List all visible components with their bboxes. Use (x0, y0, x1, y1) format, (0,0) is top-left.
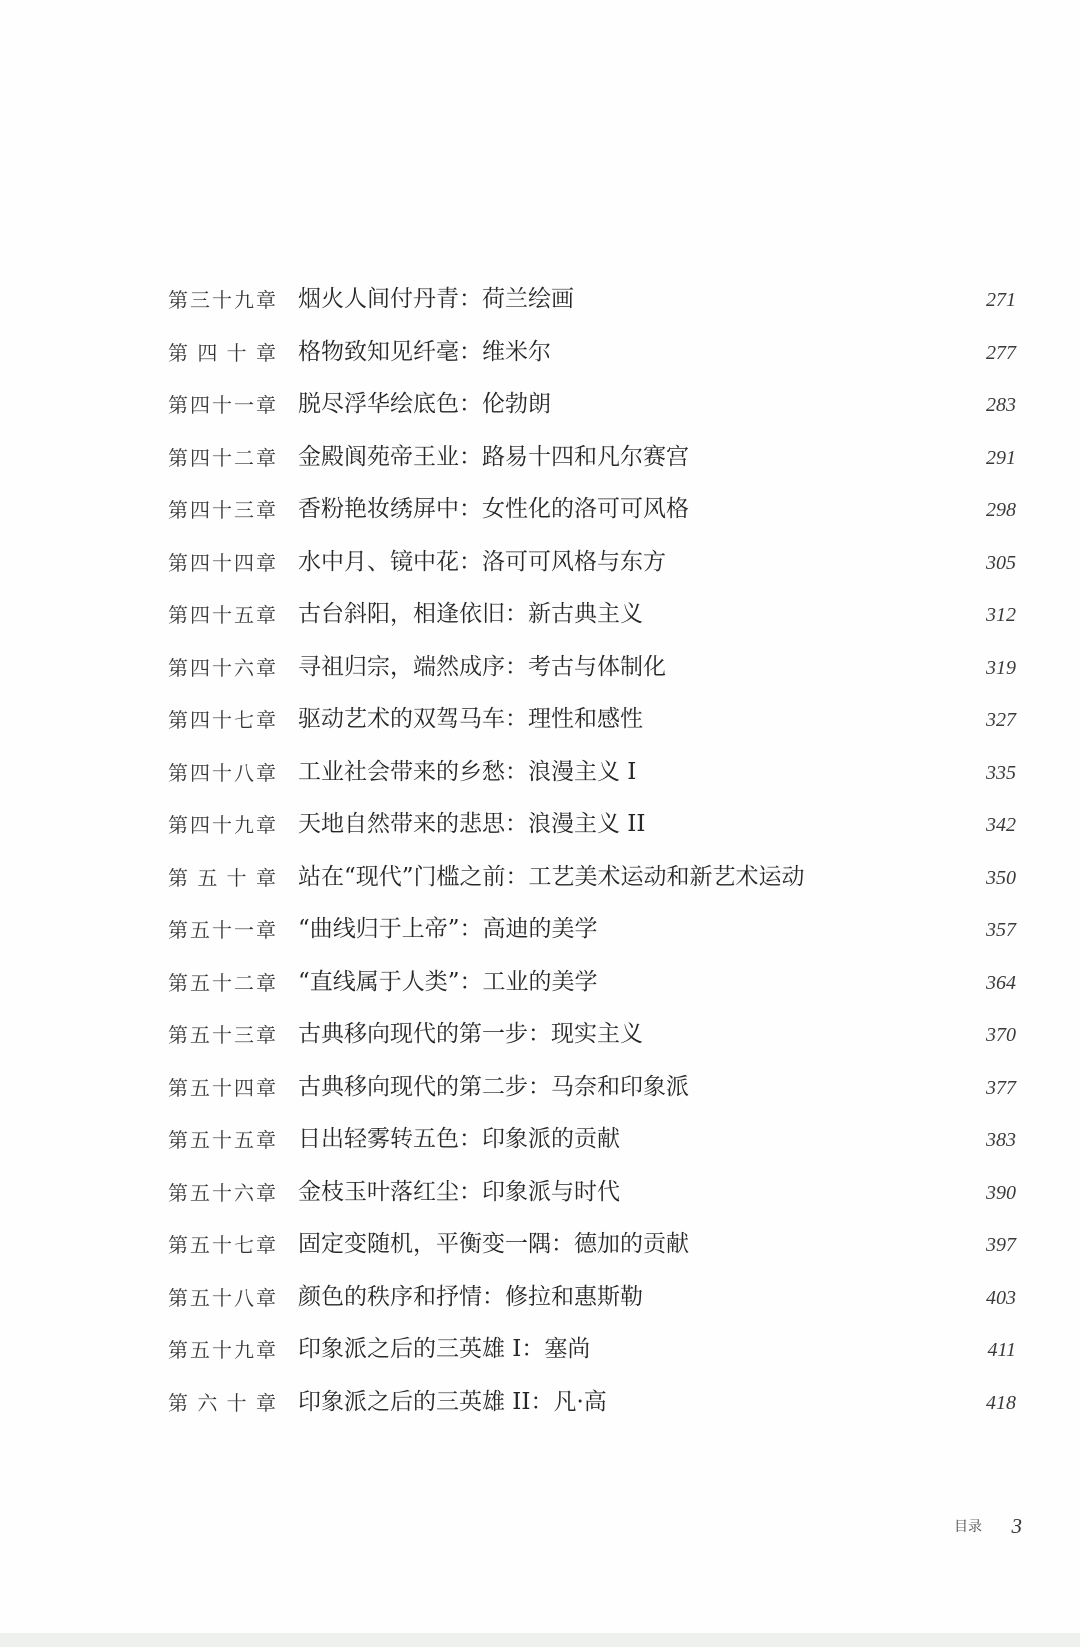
chapter-page-number: 312 (986, 604, 1016, 626)
chapter-title: 站在“现代”门槛之前：工艺美术运动和新艺术运动 (298, 863, 805, 890)
chapter-number: 第四十五章 (168, 603, 276, 627)
toc-entry (0, 1020, 1080, 1073)
chapter-page-number: 411 (987, 1339, 1016, 1361)
chapter-page-number: 357 (986, 919, 1016, 941)
chapter-number: 第五十六章 (168, 1180, 276, 1205)
toc-entry (0, 1283, 1080, 1336)
chapter-title: 天地自然带来的悲思：浪漫主义 II (298, 811, 646, 837)
chapter-page-number: 397 (986, 1234, 1016, 1256)
toc-entry (0, 758, 1080, 811)
chapter-page-number: 335 (986, 761, 1016, 784)
chapter-number: 第四十八章 (168, 760, 276, 785)
chapter-page-number: 418 (986, 1391, 1016, 1414)
chapter-number: 第三十九章 (168, 288, 276, 312)
toc-entry (0, 968, 1080, 1021)
toc-entry (0, 810, 1080, 863)
chapter-title: 烟火人间付丹青：荷兰绘画 (298, 286, 574, 312)
chapter-title: 工业社会带来的乡愁：浪漫主义 I (298, 758, 637, 785)
chapter-page-number: 271 (986, 289, 1016, 311)
chapter-page-number: 342 (986, 814, 1016, 836)
toc-entry (0, 1073, 1080, 1126)
chapter-number: 第五十四章 (168, 1075, 276, 1100)
toc-entry (0, 548, 1080, 601)
chapter-title: 金枝玉叶落红尘：印象派与时代 (298, 1178, 620, 1205)
chapter-page-number: 383 (986, 1129, 1016, 1151)
chapter-page-number: 291 (986, 446, 1016, 469)
toc-entry (0, 1388, 1080, 1441)
toc-entry (0, 285, 1080, 338)
footer-page-number: 3 (1011, 1514, 1022, 1538)
chapter-title: 驱动艺术的双驾马车：理性和感性 (298, 706, 643, 732)
chapter-number: 第五十五章 (168, 1128, 276, 1152)
chapter-page-number: 305 (986, 551, 1016, 574)
chapter-number: 第四十九章 (168, 813, 276, 837)
chapter-page-number: 350 (986, 866, 1016, 889)
chapter-page-number: 377 (986, 1076, 1016, 1099)
toc-entry (0, 495, 1080, 548)
scan-bottom-edge (0, 1633, 1080, 1647)
chapter-number: 第五十三章 (168, 1023, 276, 1047)
chapter-title: “曲线归于上帝”：高迪的美学 (298, 916, 598, 942)
toc-entry (0, 443, 1080, 496)
chapter-title: 香粉艳妆绣屏中：女性化的洛可可风格 (298, 496, 689, 522)
chapter-page-number: 319 (986, 656, 1016, 679)
chapter-title: 金殿阆苑帝王业：路易十四和凡尔赛宫 (298, 443, 689, 470)
chapter-page-number: 298 (986, 499, 1016, 521)
chapter-title: 印象派之后的三英雄 I：塞尚 (298, 1336, 591, 1362)
chapter-page-number: 283 (986, 394, 1016, 416)
chapter-number: 第六十章 (168, 1390, 276, 1415)
chapter-title: 日出轻雾转五色：印象派的贡献 (298, 1126, 620, 1152)
chapter-page-number: 327 (986, 709, 1016, 731)
chapter-page-number: 277 (986, 341, 1016, 364)
chapter-title: 印象派之后的三英雄 II：凡·高 (298, 1388, 607, 1415)
chapter-page-number: 370 (986, 1024, 1016, 1046)
chapter-number: 第四十一章 (168, 393, 276, 417)
chapter-title: 颜色的秩序和抒情：修拉和惠斯勒 (298, 1283, 643, 1310)
chapter-page-number: 403 (986, 1286, 1016, 1309)
chapter-title: 古典移向现代的第一步：现实主义 (298, 1021, 643, 1047)
chapter-number: 第四十三章 (168, 498, 276, 522)
toc-entry (0, 600, 1080, 653)
chapter-number: 第四十七章 (168, 708, 276, 732)
toc-entry (0, 1335, 1080, 1388)
chapter-number: 第五十八章 (168, 1285, 276, 1310)
chapter-title: “直线属于人类”：工业的美学 (298, 968, 598, 995)
chapter-number: 第四十四章 (168, 550, 276, 575)
toc-entry (0, 1178, 1080, 1231)
chapter-page-number: 390 (986, 1181, 1016, 1204)
toc-entry (0, 1230, 1080, 1283)
toc-entry (0, 338, 1080, 391)
chapter-title: 寻祖归宗，端然成序：考古与体制化 (298, 653, 666, 680)
chapter-title: 古典移向现代的第二步：马奈和印象派 (298, 1073, 689, 1100)
chapter-title: 固定变随机，平衡变一隅：德加的贡献 (298, 1231, 689, 1257)
chapter-number: 第五十七章 (168, 1233, 276, 1257)
chapter-number: 第五十九章 (168, 1338, 276, 1362)
chapter-page-number: 364 (986, 971, 1016, 994)
toc-entry (0, 863, 1080, 916)
chapter-title: 水中月、镜中花：洛可可风格与东方 (298, 548, 666, 575)
toc-entry (0, 390, 1080, 443)
chapter-number: 第五十二章 (168, 970, 276, 995)
chapter-number: 第四十六章 (168, 655, 276, 680)
toc-entry (0, 1125, 1080, 1178)
chapter-number: 第五十章 (168, 865, 276, 890)
chapter-number: 第五十一章 (168, 918, 276, 942)
toc-entry (0, 705, 1080, 758)
chapter-number: 第四十章 (168, 340, 276, 365)
chapter-number: 第四十二章 (168, 445, 276, 470)
footer-section-label: 目录 (954, 1519, 982, 1535)
chapter-title: 格物致知见纤毫：维米尔 (298, 338, 551, 365)
chapter-title: 脱尽浮华绘底色：伦勃朗 (298, 391, 551, 417)
toc-entry (0, 915, 1080, 968)
chapter-title: 古台斜阳，相逢依旧：新古典主义 (298, 601, 643, 627)
table-of-contents (0, 285, 1080, 1440)
toc-entry (0, 653, 1080, 706)
